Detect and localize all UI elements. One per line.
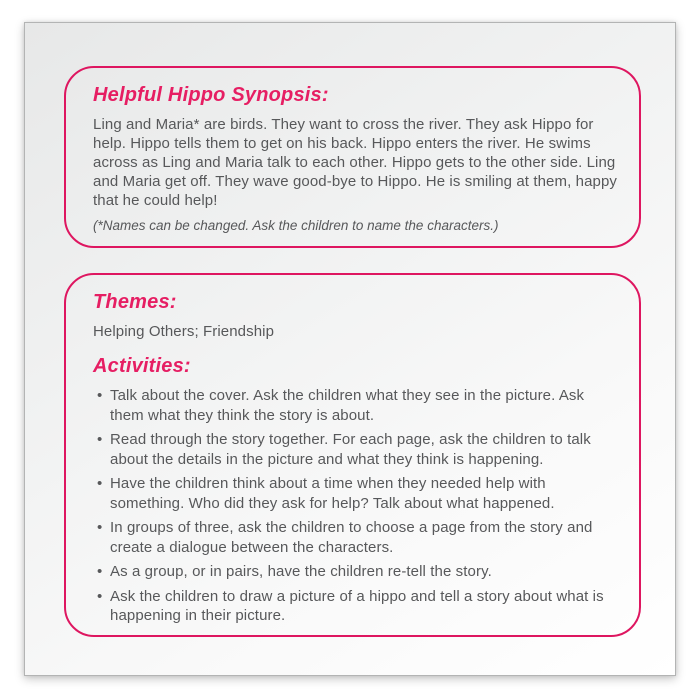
activities-title: Activities: [93,355,191,377]
guide-page [24,22,676,676]
activity-item: • In groups of three, ask the children to choose a page from the story and create a dialogue between the characters. [97,518,617,557]
activity-item: • Read through the story together. For each page, ask the children to talk about the details in the picture and what they think is happening. [97,430,617,469]
themes-title: Themes: [93,291,177,313]
activity-item: • Ask the children to draw a picture of a hippo and tell a story about what is happening in their picture. [97,587,617,626]
synopsis-footnote: (*Names can be changed. Ask the children to name the characters.) [93,218,499,233]
synopsis-title: Helpful Hippo Synopsis: [93,84,329,106]
themes-activities-box [64,273,641,637]
activities-list [93,386,617,626]
synopsis-body: Ling and Maria* are birds. They want to cross the river. They ask Hippo for help. Hippo tells them to get on his back. Hippo enters the river. He swims across as Ling and Maria talk to each other. Hippo gets to the other side. Ling and Maria get off. They wave good-bye to Hippo. He is smiling at them, happy that he could help! [93,116,617,209]
themes-text: Helping Others; Friendship [93,323,275,340]
activity-item: • As a group, or in pairs, have the children re-tell the story. [97,562,617,582]
activity-item: • Have the children think about a time when they needed help with something. Who did they ask for help? Talk about what happened. [97,474,617,513]
synopsis-box [64,66,641,248]
activity-item: • Talk about the cover. Ask the children what they see in the picture. Ask them what they think the story is about. [97,386,617,425]
